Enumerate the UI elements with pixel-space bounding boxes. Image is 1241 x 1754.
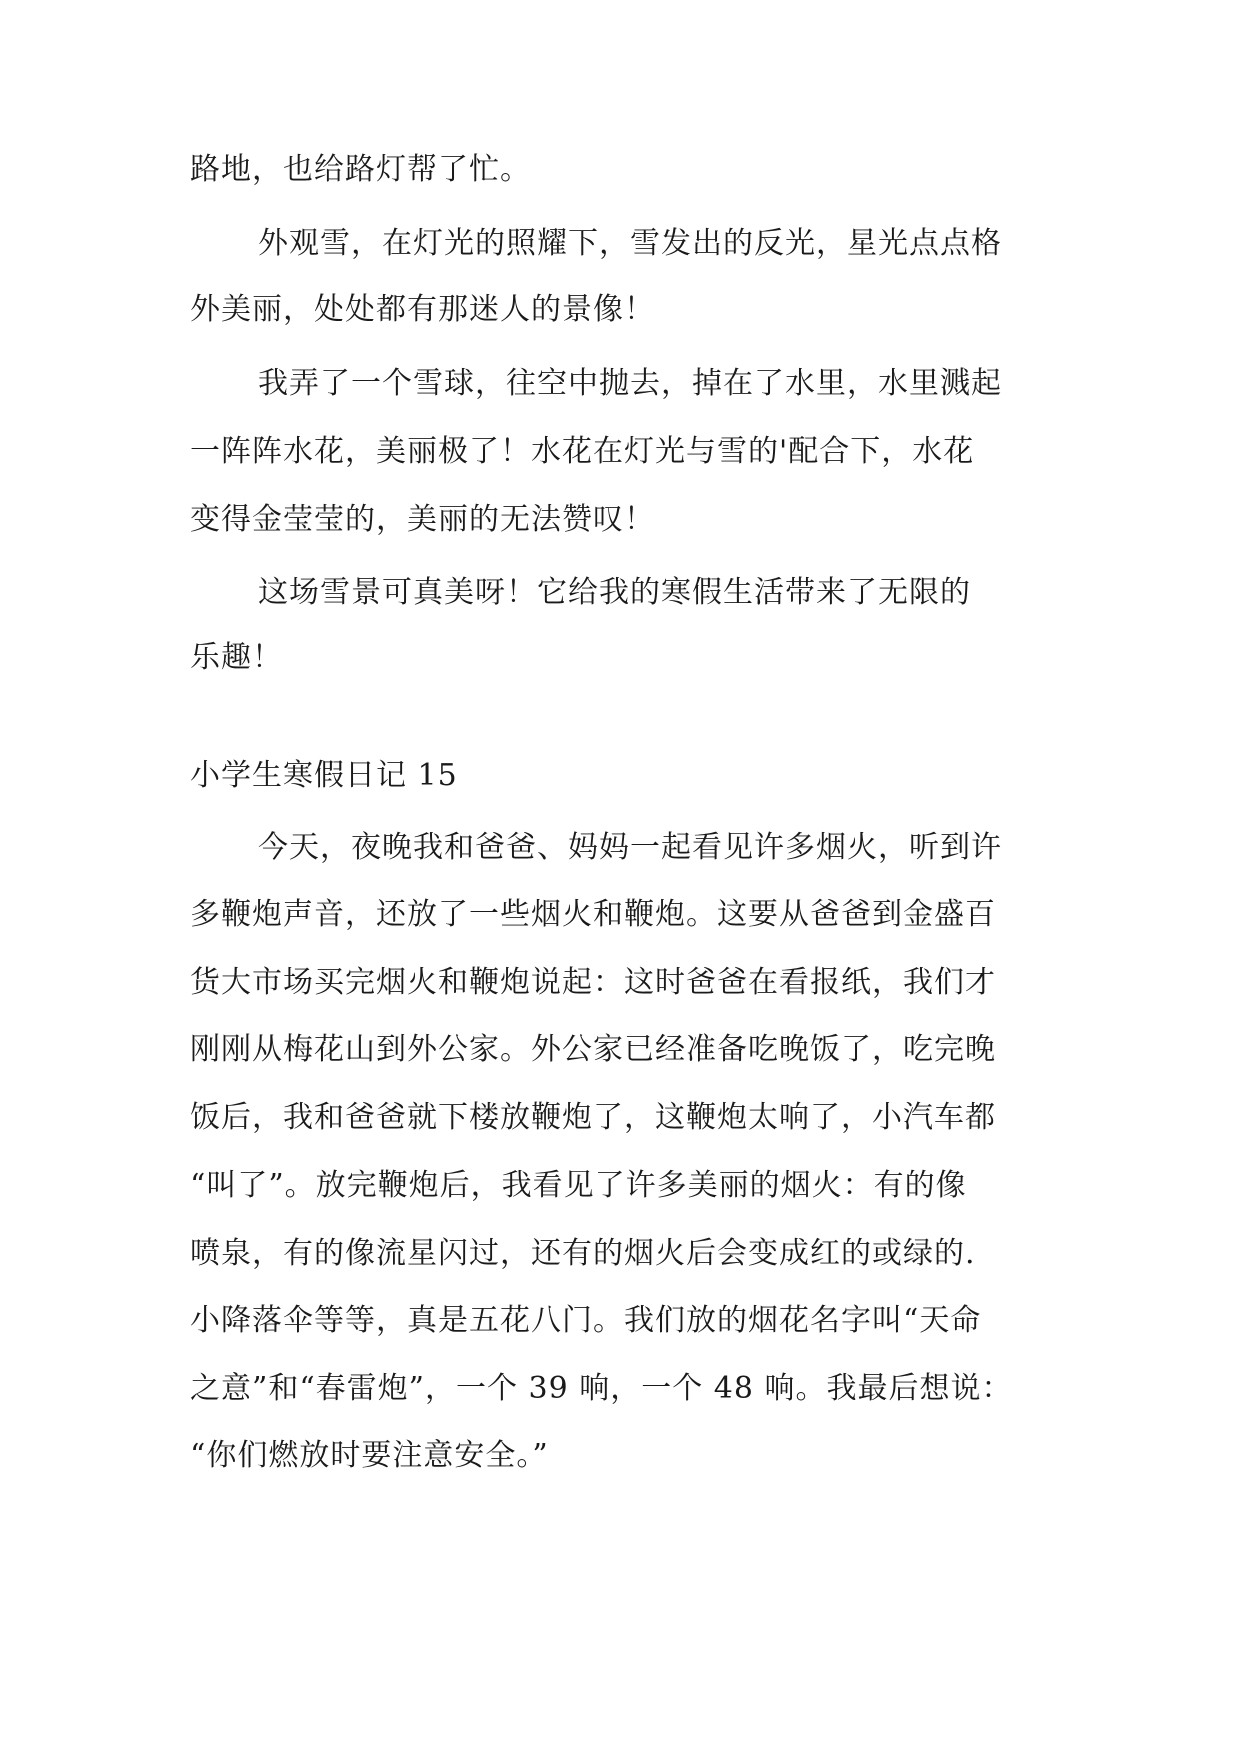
text-line: 货大市场买完烟火和鞭炮说起：这时爸爸在看报纸，我们才 — [190, 965, 996, 1000]
text-line: 我弄了一个雪球，往空中抛去，掉在了水里，水里溅起 — [258, 366, 1002, 401]
text-line: 路地，也给路灯帮了忙。 — [190, 152, 531, 187]
text-line: 喷泉，有的像流星闪过，还有的烟火后会变成红的或绿的. — [190, 1236, 976, 1271]
text-line: 之意”和“春雷炮”，一个 39 响，一个 48 响。我最后想说： — [190, 1371, 1013, 1406]
text-line: 今天，夜晚我和爸爸、妈妈一起看见许多烟火，听到许 — [258, 830, 1002, 865]
text-line: 刚刚从梅花山到外公家。外公家已经准备吃晚饭了，吃完晚 — [190, 1032, 996, 1067]
text-line: 这场雪景可真美呀！它给我的寒假生活带来了无限的 — [258, 575, 971, 610]
text-line: 多鞭炮声音，还放了一些烟火和鞭炮。这要从爸爸到金盛百 — [190, 897, 996, 932]
text-line: 乐趣！ — [190, 640, 283, 675]
text-line: 变得金莹莹的，美丽的无法赞叹！ — [190, 502, 655, 537]
text-line: 一阵阵水花，美丽极了！水花在灯光与雪的'配合下，水花 — [190, 434, 975, 469]
section-heading: 小学生寒假日记 15 — [190, 758, 458, 793]
text-line: 小降落伞等等，真是五花八门。我们放的烟花名字叫“天命 — [190, 1303, 982, 1338]
text-line: 外观雪，在灯光的照耀下，雪发出的反光，星光点点格 — [258, 226, 1002, 261]
text-line: “你们燃放时要注意安全。” — [190, 1438, 549, 1473]
text-line: 饭后，我和爸爸就下楼放鞭炮了，这鞭炮太响了，小汽车都 — [190, 1100, 996, 1135]
text-line: “叫了”。放完鞭炮后，我看见了许多美丽的烟火：有的像 — [190, 1168, 967, 1203]
text-line: 外美丽，处处都有那迷人的景像！ — [190, 292, 655, 327]
